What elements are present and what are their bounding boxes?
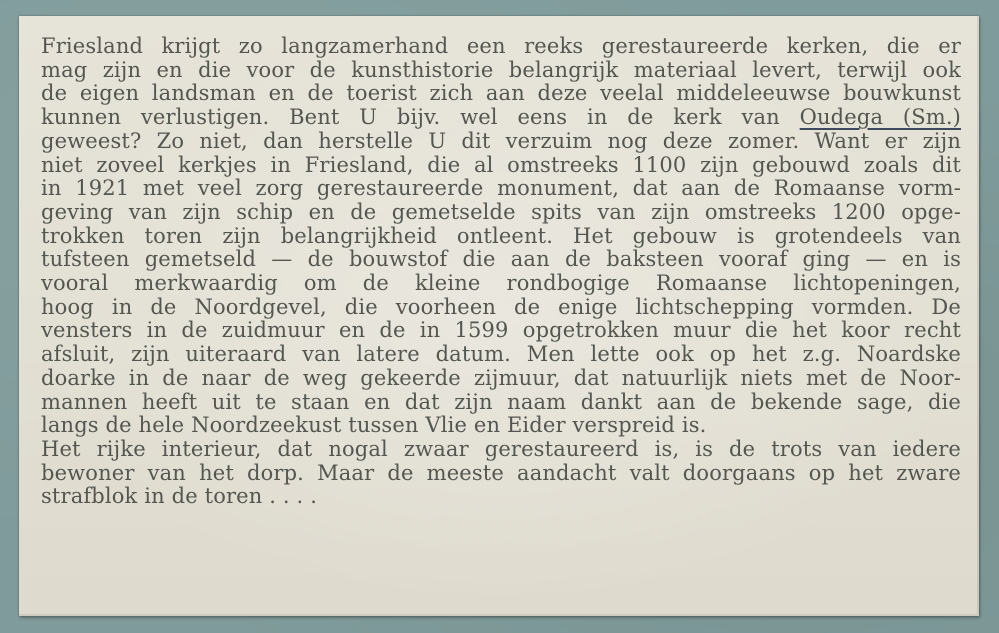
text-line: geving van zijn schip en de gemetselde spits van zijn omstreeks 1200 opge- [41, 199, 961, 224]
text-line: strafblok in de toren . . . . [41, 484, 318, 509]
place-name-underlined: Oudega (Sm.) [799, 105, 961, 130]
text-line: bewoner van het dorp. Maar de meeste aandacht valt doorgaans op het zware [41, 460, 961, 485]
article-text [41, 35, 961, 509]
newspaper-clipping [19, 16, 979, 616]
text-line: vensters in de zuidmuur en de in 1599 opgetrokken muur die het koor recht [41, 318, 961, 343]
text-line: Friesland krijgt zo langzamerhand een reeks gerestaureerde kerken, die er [41, 34, 961, 58]
text-line: doarke in de naar de weg gekeerde zijmuur, dat natuurlijk niets met de Noor- [41, 365, 961, 390]
text-line: vooral merkwaardig om de kleine rondbogige Romaanse lichtopeningen, [41, 271, 961, 296]
text-line: afsluit, zijn uiteraard van latere datum. Men lette ook op het z.g. Noardske [41, 342, 961, 367]
text-fragment: kunnen verlustigen. Bent U bijv. wel eens in de kerk van [41, 105, 800, 130]
text-line: trokken toren zijn belangrijkheid ontleent. Het gebouw is grotendeels van [41, 223, 961, 248]
text-line-with-place [41, 106, 961, 130]
text-line: hoog in de Noordgevel, die voorheen de enige lichtschepping vormden. De [41, 294, 961, 319]
text-line: niet zoveel kerkjes in Friesland, die al omstreeks 1100 zijn gebouwd zoals dit [41, 152, 961, 177]
text-line: mannen heeft uit te staan en dat zijn naam dankt aan de bekende sage, die [41, 389, 961, 414]
text-line: in 1921 met veel zorg gerestaureerde monument, dat aan de Romaanse vorm- [41, 176, 961, 201]
text-line: geweest? Zo niet, dan herstelle U dit verzuim nog deze zomer. Want er zijn [41, 128, 961, 153]
text-line: langs de hele Noordzeekust tussen Vlie en Eider verspreid is. [41, 413, 707, 438]
text-line: tufsteen gemetseld — de bouwstof die aan de baksteen vooraf ging — en is [41, 247, 961, 272]
text-line: mag zijn en die voor de kunsthistorie belangrijk materiaal levert, terwijl ook [41, 57, 961, 82]
text-line: Het rijke interieur, dat nogal zwaar gerestaureerd is, is de trots van iedere [41, 436, 961, 461]
text-line: de eigen landsman en de toerist zich aan deze veelal middeleeuwse bouwkunst [41, 81, 961, 106]
